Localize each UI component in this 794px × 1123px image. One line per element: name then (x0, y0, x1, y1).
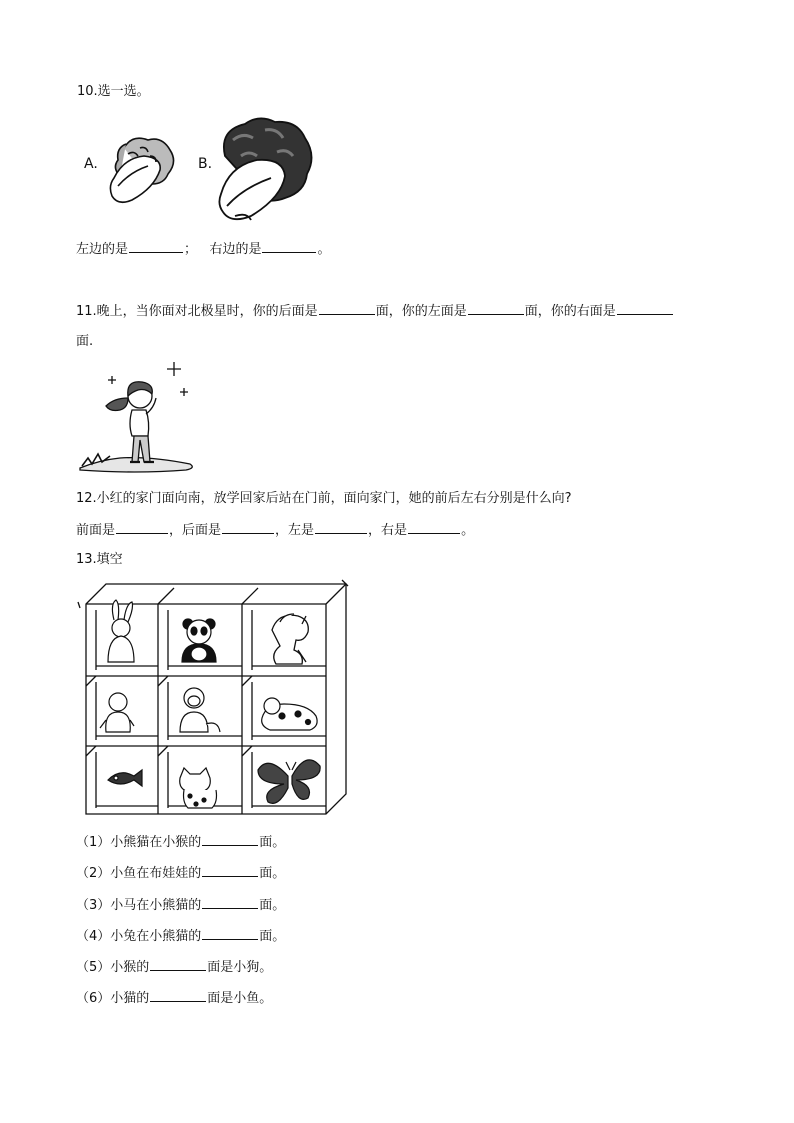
doll-figure (100, 693, 134, 732)
q10-left-prefix: 左边的是 (76, 242, 129, 257)
q13-item-2-pre: （2）小鱼在布娃娃的 (76, 866, 202, 881)
q13-item-3 (76, 896, 285, 915)
q13-item-4-blank[interactable] (202, 927, 258, 940)
q11-line-2: 面. (76, 334, 94, 349)
q13-item-6-blank[interactable] (150, 989, 206, 1002)
q13-item-3-blank[interactable] (202, 896, 258, 909)
q10-title: 10.选一选。 (77, 84, 150, 99)
q13-item-1-post: 面。 (259, 835, 286, 850)
q13-item-5 (76, 958, 272, 977)
q10-right-prefix: 右边的是 (209, 242, 262, 257)
q13-item-1 (76, 833, 285, 852)
panda-figure (182, 619, 216, 662)
shelf-grid-image (76, 580, 356, 820)
q12-answer-line (76, 521, 474, 540)
q10-option-a-label: A. (84, 156, 98, 172)
girl-looking-at-stars-image (74, 356, 198, 476)
q13-item-5-blank[interactable] (150, 958, 206, 971)
cat-figure (180, 768, 217, 808)
q11-back-blank[interactable] (319, 302, 375, 315)
q13-item-2-blank[interactable] (202, 864, 258, 877)
cabbage-large-image (215, 116, 315, 222)
q13-item-1-pre: （1）小熊猫在小猴的 (76, 835, 202, 850)
q10-option-b-label: B. (198, 156, 213, 172)
q11-left-blank[interactable] (468, 302, 524, 315)
q13-item-6 (76, 989, 272, 1008)
q10-left-sep: ； (184, 242, 198, 257)
q13-item-4 (76, 927, 285, 946)
q10-end: 。 (317, 242, 331, 257)
q12-front-label: 前面是 (76, 523, 116, 538)
q10-right-blank[interactable] (262, 240, 316, 253)
q13-item-2 (76, 864, 285, 883)
q12-right-blank[interactable] (408, 521, 460, 534)
q13-item-3-post: 面。 (259, 898, 286, 913)
q13-item-6-pre: （6）小猫的 (76, 991, 150, 1006)
q12-back-label: ，后面是 (169, 523, 222, 538)
q13-item-4-pre: （4）小兔在小熊猫的 (76, 929, 202, 944)
q13-item-5-pre: （5）小猴的 (76, 960, 150, 975)
q10-answer-line (76, 240, 330, 259)
q11-text-b: 面，你的左面是 (375, 304, 467, 319)
q11-line-1 (76, 302, 674, 321)
q11-text-c: 面，你的右面是 (524, 304, 616, 319)
q12-right-label: ，右是 (368, 523, 408, 538)
q12-left-blank[interactable] (315, 521, 367, 534)
cabbage-small-image (104, 130, 176, 202)
rabbit-figure (108, 600, 134, 662)
q10-left-blank[interactable] (129, 240, 183, 253)
dog-figure (262, 698, 317, 730)
q13-item-4-post: 面。 (259, 929, 286, 944)
q12-back-blank[interactable] (222, 521, 274, 534)
q11-right-blank[interactable] (617, 302, 673, 315)
butterfly-figure (258, 760, 320, 803)
monkey-figure (180, 688, 220, 732)
q13-item-3-pre: （3）小马在小熊猫的 (76, 898, 202, 913)
q12-title: 12.小红的家门面向南，放学回家后站在门前，面向家门，她的前后左右分别是什么向? (76, 491, 572, 506)
q13-item-5-post: 面是小狗。 (207, 960, 273, 975)
q13-item-2-post: 面。 (259, 866, 286, 881)
q12-left-label: ，左是 (275, 523, 315, 538)
horse-figure (272, 614, 308, 664)
q13-title: 13.填空 (76, 552, 123, 567)
q13-item-1-blank[interactable] (202, 833, 258, 846)
q12-end: 。 (461, 523, 475, 538)
q12-front-blank[interactable] (116, 521, 168, 534)
q11-text-a: 11.晚上，当你面对北极星时，你的后面是 (76, 304, 318, 319)
q13-item-6-post: 面是小鱼。 (207, 991, 273, 1006)
fish-figure (108, 770, 142, 786)
